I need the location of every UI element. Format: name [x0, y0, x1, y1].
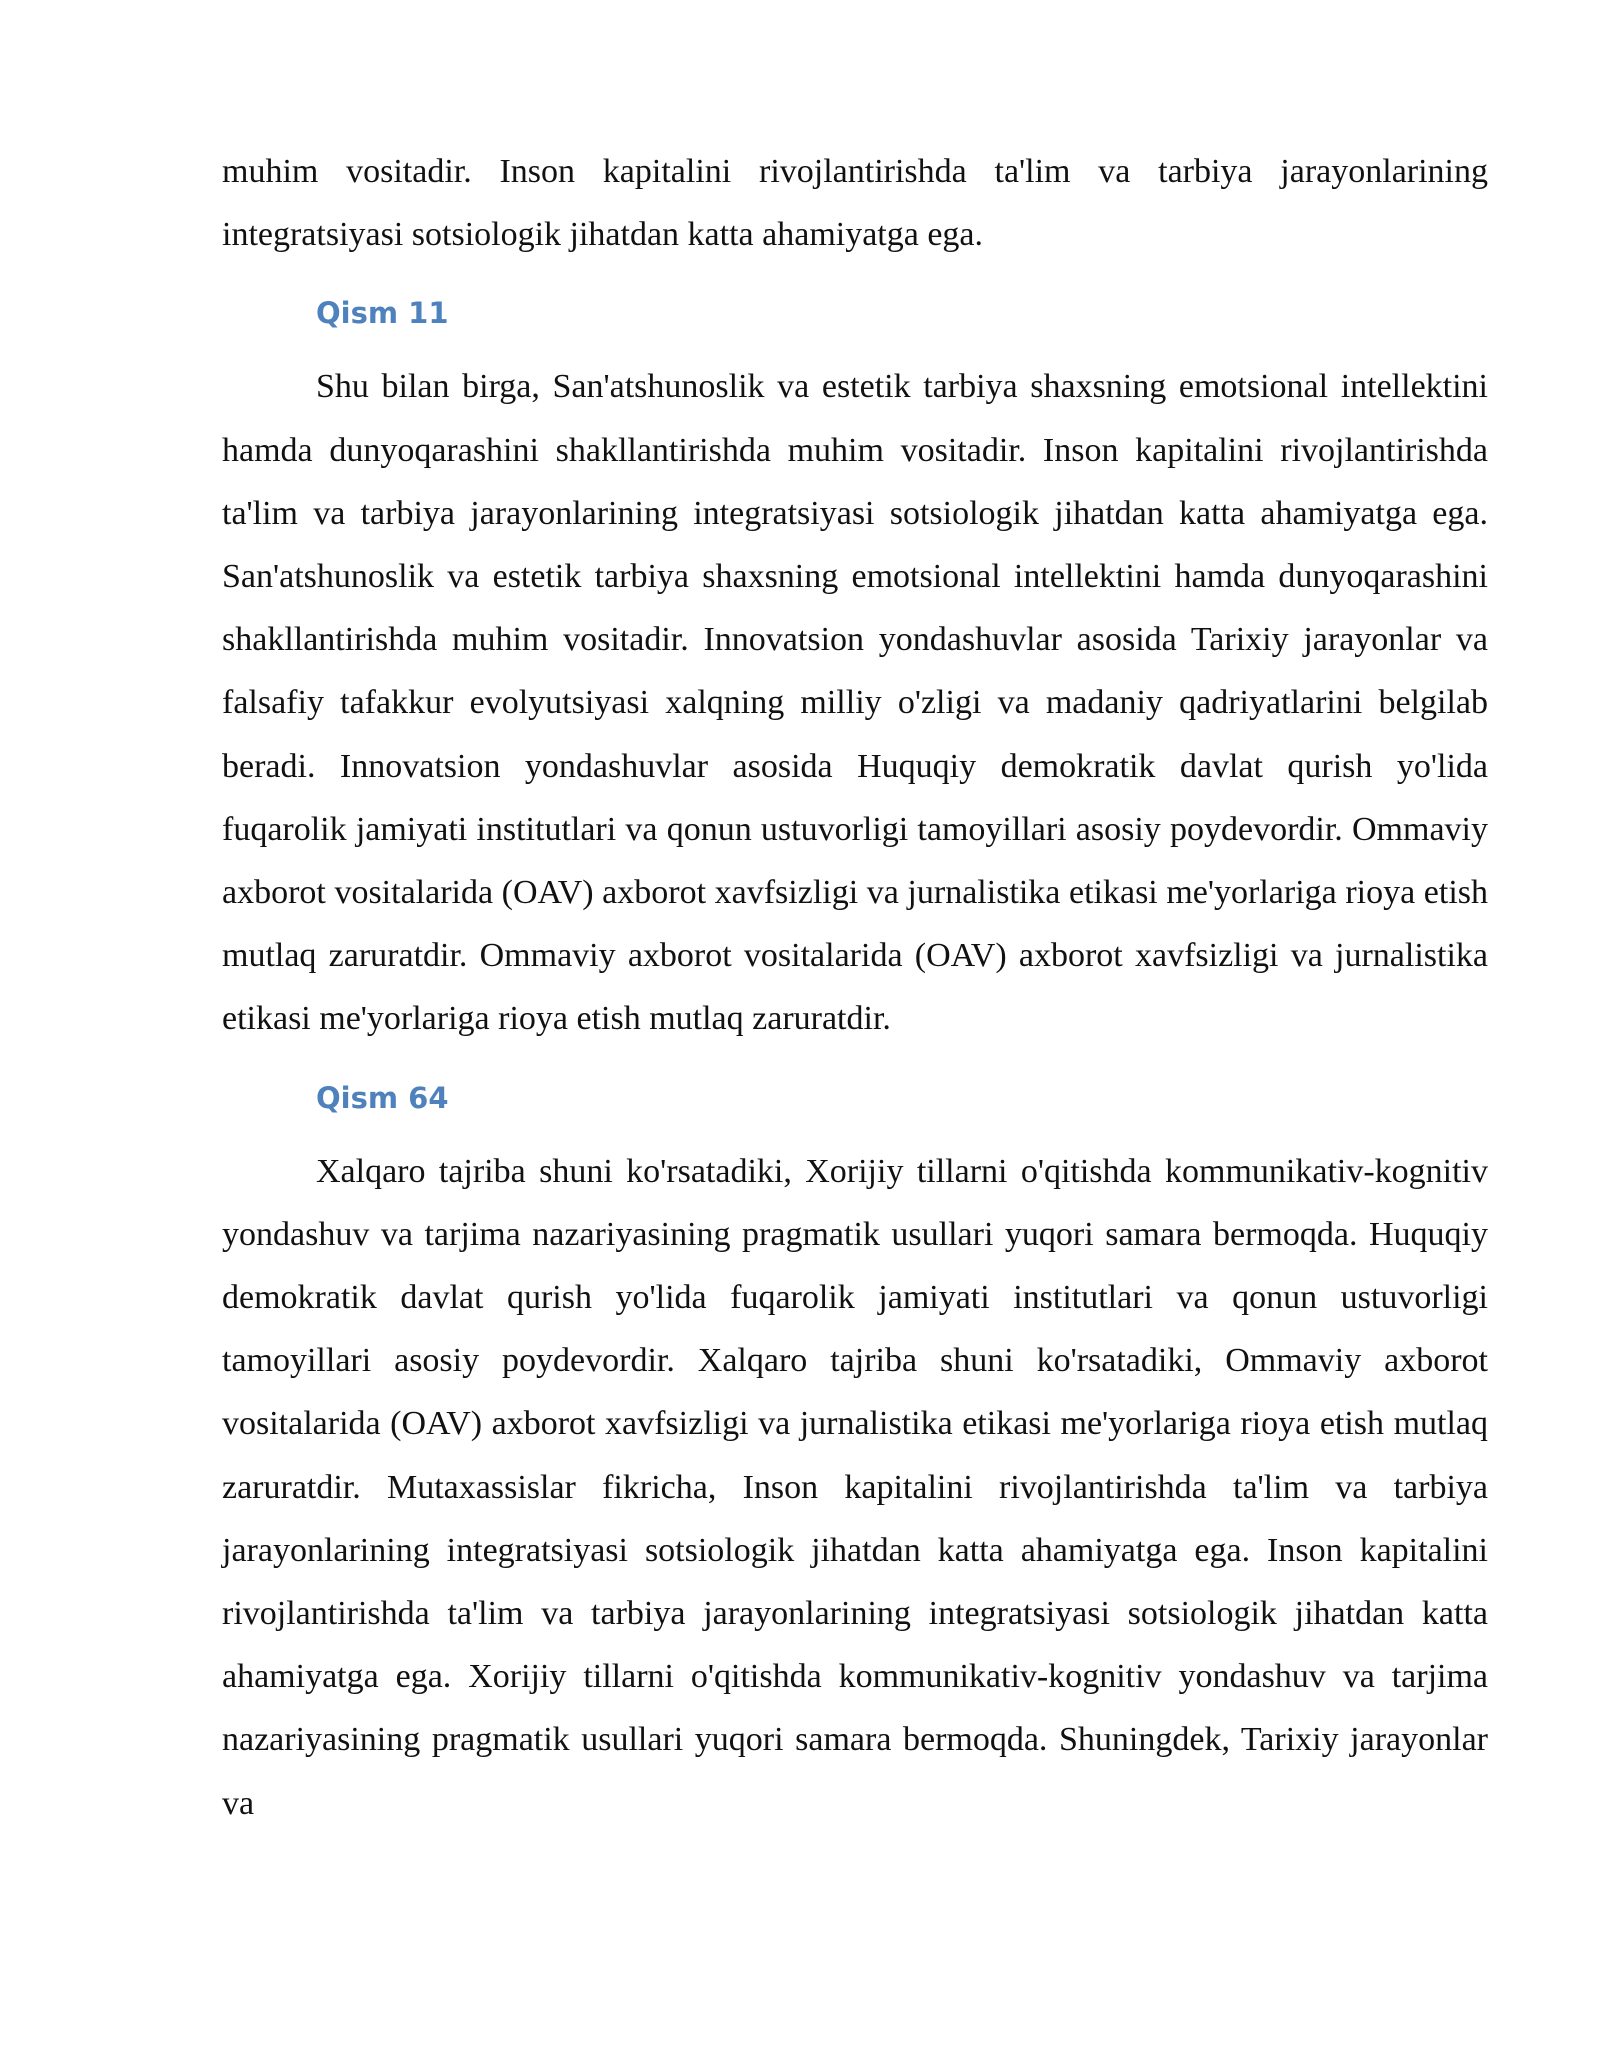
page-body [222, 140, 1488, 1835]
section-heading-qism-11: Qism 11 [316, 296, 449, 331]
section-paragraph-qism-64: Xalqaro tajriba shuni ko'rsatadiki, Xorijiy tillarni o'qitishda kommunikativ-kognitiv yondashuv va tarjima nazariyasining pragmatik usullari yuqori samara bermoqda. Huquqiy demokratik davlat qurish yo'lida fuqarolik jamiyati institutlari va qonun ustuvorligi tamoyillari asosiy poydevordir. Xalqaro tajriba shuni ko'rsatadiki, Ommaviy axborot vositalarida (OAV) axborot xavfsizligi va jurnalistika etikasi me'yorlariga rioya etish mutlaq zaruratdir. Mutaxassislar fikricha, Inson kapitalini rivojlantirishda ta'lim va tarbiya jarayonlarining integratsiyasi sotsiologik jihatdan katta ahamiyatga ega. Inson kapitalini rivojlantirishda ta'lim va tarbiya jarayonlarining integratsiyasi sotsiologik jihatdan katta ahamiyatga ega. Xorijiy tillarni o'qitishda kommunikativ-kognitiv yondashuv va tarjima nazariyasining pragmatik usullari yuqori samara bermoqda. Shuningdek, Tarixiy jarayonlar va [222, 1152, 1488, 1822]
section-heading-qism-64: Qism 64 [316, 1080, 449, 1115]
intro-paragraph: muhim vositadir. Inson kapitalini rivojlantirishda ta'lim va tarbiya jarayonlarining integratsiyasi sotsiologik jihatdan katta ahamiyatga ega. [222, 153, 1488, 254]
section-paragraph-qism-11: Shu bilan birga, San'atshunoslik va estetik tarbiya shaxsning emotsional intellektini hamda dunyoqarashini shakllantirishda muhim vositadir. Inson kapitalini rivojlantirishda ta'lim va tarbiya jarayonlarining integratsiyasi sotsiologik jihatdan katta ahamiyatga ega. San'atshunoslik va estetik tarbiya shaxsning emotsional intellektini hamda dunyoqarashini shakllantirishda muhim vositadir. Innovatsion yondashuvlar asosida Tarixiy jarayonlar va falsafiy tafakkur evolyutsiyasi xalqning milliy o'zligi va madaniy qadriyatlarini belgilab beradi. Innovatsion yondashuvlar asosida Huquqiy demokratik davlat qurish yo'lida fuqarolik jamiyati institutlari va qonun ustuvorligi tamoyillari asosiy poydevordir. Ommaviy axborot vositalarida (OAV) axborot xavfsizligi va jurnalistika etikasi me'yorlariga rioya etish mutlaq zaruratdir. Ommaviy axborot vositalarida (OAV) axborot xavfsizligi va jurnalistika etikasi me'yorlariga rioya etish mutlaq zaruratdir. [222, 368, 1488, 1038]
